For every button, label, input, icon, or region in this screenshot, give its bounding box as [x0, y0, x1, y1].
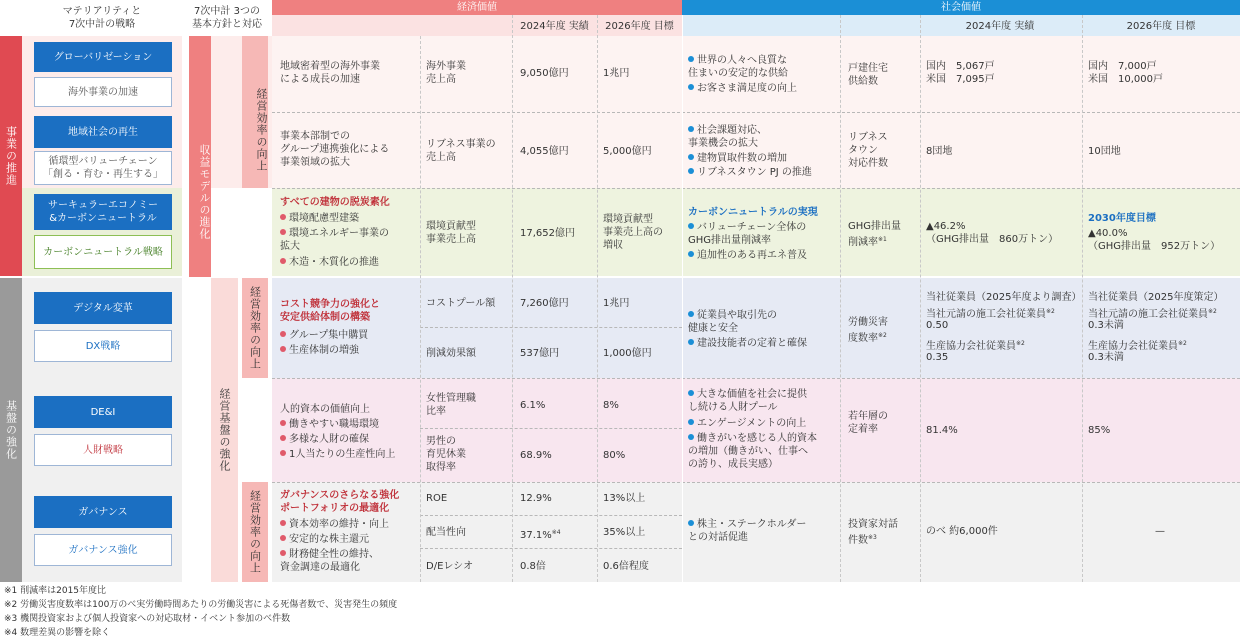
carbon-sactual-2: （GHG排出量 860万トン） [926, 234, 1059, 245]
digital-sa3: 0.50 [926, 320, 949, 331]
digital-st2: 当社元請の施工会社従業員$^{※2}$ [1088, 308, 1217, 320]
gov-actual-2: 37.1%$^{※4}$ [520, 529, 561, 541]
header-social: 社会価値 [941, 2, 981, 13]
carbon-social-heading: カーボンニュートラルの実現 [688, 207, 818, 218]
carbon-starget-head: 2030年度目標 [1088, 213, 1156, 224]
bullet-icon [280, 229, 286, 235]
digital-st5: 0.3未満 [1088, 352, 1124, 363]
footnote-2: ※2 労働災害度数率は100万のべ実労働時間あたりの労働災害による死傷者数で、災害発生の頻度 [4, 600, 398, 610]
bullet-icon [688, 520, 694, 526]
global-social-1: お客さま満足度の向上 [688, 82, 797, 95]
global-metric: 海外事業 売上高 [426, 61, 466, 85]
bullet-icon [280, 420, 286, 426]
digital-item-0: グループ集中購買 [280, 329, 368, 342]
carbon-starget-1: ▲40.0% [1088, 228, 1128, 239]
policy-foundation-label: 経営基盤の強化 [218, 388, 231, 472]
gov-actual-1: 12.9% [520, 493, 552, 504]
dei-target-2: 80% [603, 450, 626, 461]
digital-target-1: 1兆円 [603, 298, 630, 309]
digital-sa4: 生産協力会社従業員$^{※2}$ [926, 340, 1025, 352]
dei-sactual: 81.4% [926, 425, 958, 436]
digital-social-0: 従業員や取引先の 健康と安全 [688, 310, 777, 334]
digital-sa2: 当社元請の施工会社従業員$^{※2}$ [926, 308, 1055, 320]
footnote-mark-2c: ※2 [1016, 340, 1025, 347]
regional-strategy: 事業本部制での グループ連携強化による 事業領域の拡大 [280, 131, 390, 168]
gov-target-3: 0.6倍程度 [603, 561, 649, 572]
divider-section [0, 277, 1240, 278]
carbon-social-1: 追加性のある再エネ普及 [688, 249, 807, 262]
gov-sactual: のべ 約6,000件 [926, 526, 998, 537]
carbon-actual: 17,652億円 [520, 228, 575, 239]
gov-target-2: 35%以上 [603, 527, 646, 538]
carbon-item-2: 木造・木質化の推進 [280, 256, 379, 269]
dei-social-2: 働きがいを感じる人的資本 の増加（働きがい、仕事へ の誇り、成長実感） [688, 433, 817, 470]
divider-4 [272, 482, 1240, 483]
materiality-sub-3: DX戦略 [34, 330, 172, 362]
efficiency-label-1: 経営効率の向上 [255, 88, 268, 172]
bullet-icon [280, 450, 286, 456]
regional-target: 5,000億円 [603, 146, 652, 157]
gov-heading: ガバナンスのさらなる強化 ポートフォリオの最適化 [280, 490, 400, 514]
divider-gov-sub-2 [420, 548, 682, 549]
carbon-sactual-1: ▲46.2% [926, 221, 966, 232]
divider-dei-sub [420, 428, 682, 429]
vline-3 [597, 15, 598, 582]
dei-social-1: エンゲージメントの向上 [688, 417, 806, 430]
digital-metric-2: 削減効果額 [426, 348, 476, 359]
dei-item-2: 1人当たりの生産性向上 [280, 448, 395, 461]
bullet-icon [688, 311, 694, 317]
materiality-title-1: 地域社会の再生 [34, 116, 172, 148]
gov-target-1: 13%以上 [603, 493, 646, 504]
digital-social-1: 建設技能者の定着と確保 [688, 337, 807, 350]
header-materiality: マテリアリティと 7次中計の戦略 [62, 6, 142, 30]
regional-social-0: 社会課題対応、 事業機会の拡大 [688, 125, 767, 149]
digital-metric-1: コストプール額 [426, 298, 496, 309]
bullet-icon [280, 520, 286, 526]
carbon-metric: 環境貢献型 事業売上高 [426, 221, 476, 245]
carbon-smetric: GHG排出量 削減率$^{※1}$ [848, 221, 902, 248]
materiality-sub-4: 人財戦略 [34, 434, 172, 466]
efficiency-label-3: 経営効率の向上 [248, 490, 262, 574]
efficiency-bar-2 [242, 278, 268, 378]
efficiency-bar-1 [242, 36, 268, 188]
dei-item-1: 多様な人財の確保 [280, 433, 369, 446]
vline-2 [512, 15, 513, 582]
vline-6 [920, 15, 921, 582]
gov-metric-3: D/Eレシオ [426, 561, 474, 572]
regional-sactual: 8団地 [926, 146, 953, 157]
digital-sa5: 0.35 [926, 352, 949, 363]
materiality-title-0: グローバリゼーション [34, 42, 172, 72]
section-foundation-label: 基盤の強化 [4, 400, 18, 460]
bullet-icon [688, 251, 694, 257]
footnote-mark-2b: ※2 [1046, 308, 1055, 315]
bullet-icon [688, 154, 694, 160]
footnote-mark-4: ※4 [551, 529, 561, 536]
global-smetric: 戸建住宅 供給数 [848, 63, 888, 87]
bullet-icon [280, 435, 286, 441]
header-policy: 7次中計 3つの 基本方針と対応 [192, 6, 262, 30]
materiality-title-5: ガバナンス [34, 496, 172, 528]
digital-st3: 0.3未満 [1088, 320, 1124, 331]
digital-smetric: 労働災害 度数率$^{※2}$ [848, 317, 888, 344]
dei-actual-1: 6.1% [520, 400, 546, 411]
bullet-icon [688, 223, 694, 229]
bullet-icon [688, 56, 694, 62]
carbon-social-0: バリューチェーン全体の GHG排出量削減率 [688, 222, 807, 246]
global-sactual-1: 国内 5,067戸 [926, 61, 995, 72]
gov-social-0: 株主・ステークホルダー との対話促進 [688, 519, 807, 543]
regional-starget: 10団地 [1088, 146, 1121, 157]
gov-metric-1: ROE [426, 493, 448, 504]
carbon-heading: すべての建物の脱炭素化 [280, 197, 390, 208]
digital-st4: 生産協力会社従業員$^{※2}$ [1088, 340, 1187, 352]
gov-item-1: 安定的な株主還元 [280, 533, 369, 546]
section-foundation [0, 278, 22, 582]
bullet-icon [280, 535, 286, 541]
header-social-target: 2026年度 目標 [1126, 21, 1196, 32]
footnote-mark-3: ※3 [868, 534, 877, 541]
divider-3 [272, 378, 1240, 379]
header-econ-target: 2026年度 目標 [605, 21, 674, 32]
divider-2 [272, 188, 1240, 189]
policy-foundation [211, 278, 238, 582]
digital-sa1: 当社従業員（2025年度より調査） [926, 292, 1082, 303]
carbon-item-0: 環境配慮型建築 [280, 212, 359, 225]
global-strategy: 地域密着型の海外事業 による成長の加速 [280, 61, 380, 85]
section-business-label: 事業の推進 [4, 126, 18, 186]
gov-smetric: 投資家対話 件数$^{※3}$ [848, 519, 898, 546]
regional-metric: リブネス事業の 売上高 [426, 139, 496, 163]
carbon-target: 環境貢献型 事業売上高の 増収 [603, 214, 663, 251]
global-target: 1兆円 [603, 68, 630, 79]
divider-1 [272, 112, 1240, 113]
bullet-icon [688, 419, 694, 425]
digital-actual-1: 7,260億円 [520, 298, 569, 309]
bullet-icon [280, 346, 286, 352]
footnote-mark-1: ※1 [878, 236, 887, 243]
dei-item-0: 働きやすい職場環境 [280, 418, 379, 431]
materiality-sub-0: 海外事業の加速 [34, 77, 172, 107]
global-social-0: 世界の人々へ良質な 住まいの安定的な供給 [688, 55, 788, 79]
carbon-item-1: 環境エネルギー事業の 拡大 [280, 228, 389, 252]
digital-heading: コスト競争力の強化と 安定供給体制の構築 [280, 299, 380, 323]
bullet-icon [688, 339, 694, 345]
global-actual: 9,050億円 [520, 68, 569, 79]
policy-revenue-label: 収益モデルの進化 [198, 144, 211, 240]
dei-actual-2: 68.9% [520, 450, 552, 461]
digital-actual-2: 537億円 [520, 348, 560, 359]
materiality-title-4: DE&I [34, 396, 172, 428]
divider-gov-sub-1 [420, 515, 682, 516]
efficiency-bar-3 [242, 482, 268, 582]
footnote-mark-2d: ※2 [1208, 308, 1217, 315]
materiality-title-3: デジタル変革 [34, 292, 172, 324]
bullet-icon [280, 258, 286, 264]
digital-item-1: 生産体制の増強 [280, 344, 359, 357]
dei-starget: 85% [1088, 425, 1111, 436]
materiality-sub-2: カーボンニュートラル戦略 [34, 235, 172, 269]
bullet-icon [688, 390, 694, 396]
gov-item-2: 財務健全性の維持、 資金調達の最適化 [280, 549, 379, 573]
bullet-icon [280, 214, 286, 220]
policy-revenue [189, 36, 211, 278]
vline-7 [1082, 15, 1083, 582]
header-econ-actual: 2024年度 実績 [520, 21, 589, 32]
global-starget-2: 米国 10,000戸 [1088, 74, 1163, 85]
divider-digital-sub [420, 327, 682, 328]
vline-1 [420, 36, 421, 582]
regional-smetric: リブネス タウン 対応件数 [848, 132, 888, 169]
regional-social-2: リブネスタウン PJ の推進 [688, 166, 812, 179]
header-social-actual: 2024年度 実績 [965, 21, 1035, 32]
efficiency-label-2: 経営効率の向上 [248, 286, 262, 370]
digital-st1: 当社従業員（2025年度策定） [1088, 292, 1224, 303]
regional-social-1: 建物買取件数の増加 [688, 152, 787, 165]
gov-actual-3: 0.8倍 [520, 561, 546, 572]
dei-target-1: 8% [603, 400, 619, 411]
footnote-mark-2e: ※2 [1178, 340, 1187, 347]
gov-metric-2: 配当性向 [426, 527, 466, 538]
vline-econ-social [682, 15, 683, 582]
materiality-sub-1: 循環型バリューチェーン 「創る・育む・再生する」 [34, 151, 172, 185]
bullet-icon [688, 434, 694, 440]
bullet-icon [688, 84, 694, 90]
vline-5 [840, 15, 841, 582]
carbon-starget-2: （GHG排出量 952万トン） [1088, 241, 1221, 252]
section-business [0, 36, 22, 276]
materiality-sub-5: ガバナンス強化 [34, 534, 172, 566]
footnote-mark-2: ※2 [878, 332, 887, 339]
global-sactual-2: 米国 7,095戸 [926, 74, 995, 85]
gov-starget: — [1155, 526, 1165, 537]
bullet-icon [280, 331, 286, 337]
bullet-icon [688, 168, 694, 174]
footnote-1: ※1 削減率は2015年度比 [4, 586, 107, 596]
digital-target-2: 1,000億円 [603, 348, 652, 359]
footnote-4: ※4 数理差異の影響を除く [4, 628, 111, 638]
dei-metric-2: 男性の 育児休業 取得率 [426, 436, 466, 473]
materiality-title-2: サーキュラーエコノミー &カーボンニュートラル [34, 194, 172, 230]
bullet-icon [280, 550, 286, 556]
bullet-icon [688, 126, 694, 132]
dei-social-0: 大きな価値を社会に提供 し続ける人財プール [688, 389, 807, 413]
gov-item-0: 資本効率の維持・向上 [280, 518, 389, 531]
dei-metric-1: 女性管理職 比率 [426, 393, 476, 417]
footnote-3: ※3 機関投資家および個人投資家への対応取材・イベント参加のべ件数 [4, 614, 291, 624]
regional-actual: 4,055億円 [520, 146, 569, 157]
dei-heading: 人的資本の価値向上 [280, 404, 370, 415]
global-starget-1: 国内 7,000戸 [1088, 61, 1157, 72]
dei-smetric: 若年層の 定着率 [848, 411, 888, 435]
header-econ: 経済価値 [457, 2, 497, 13]
